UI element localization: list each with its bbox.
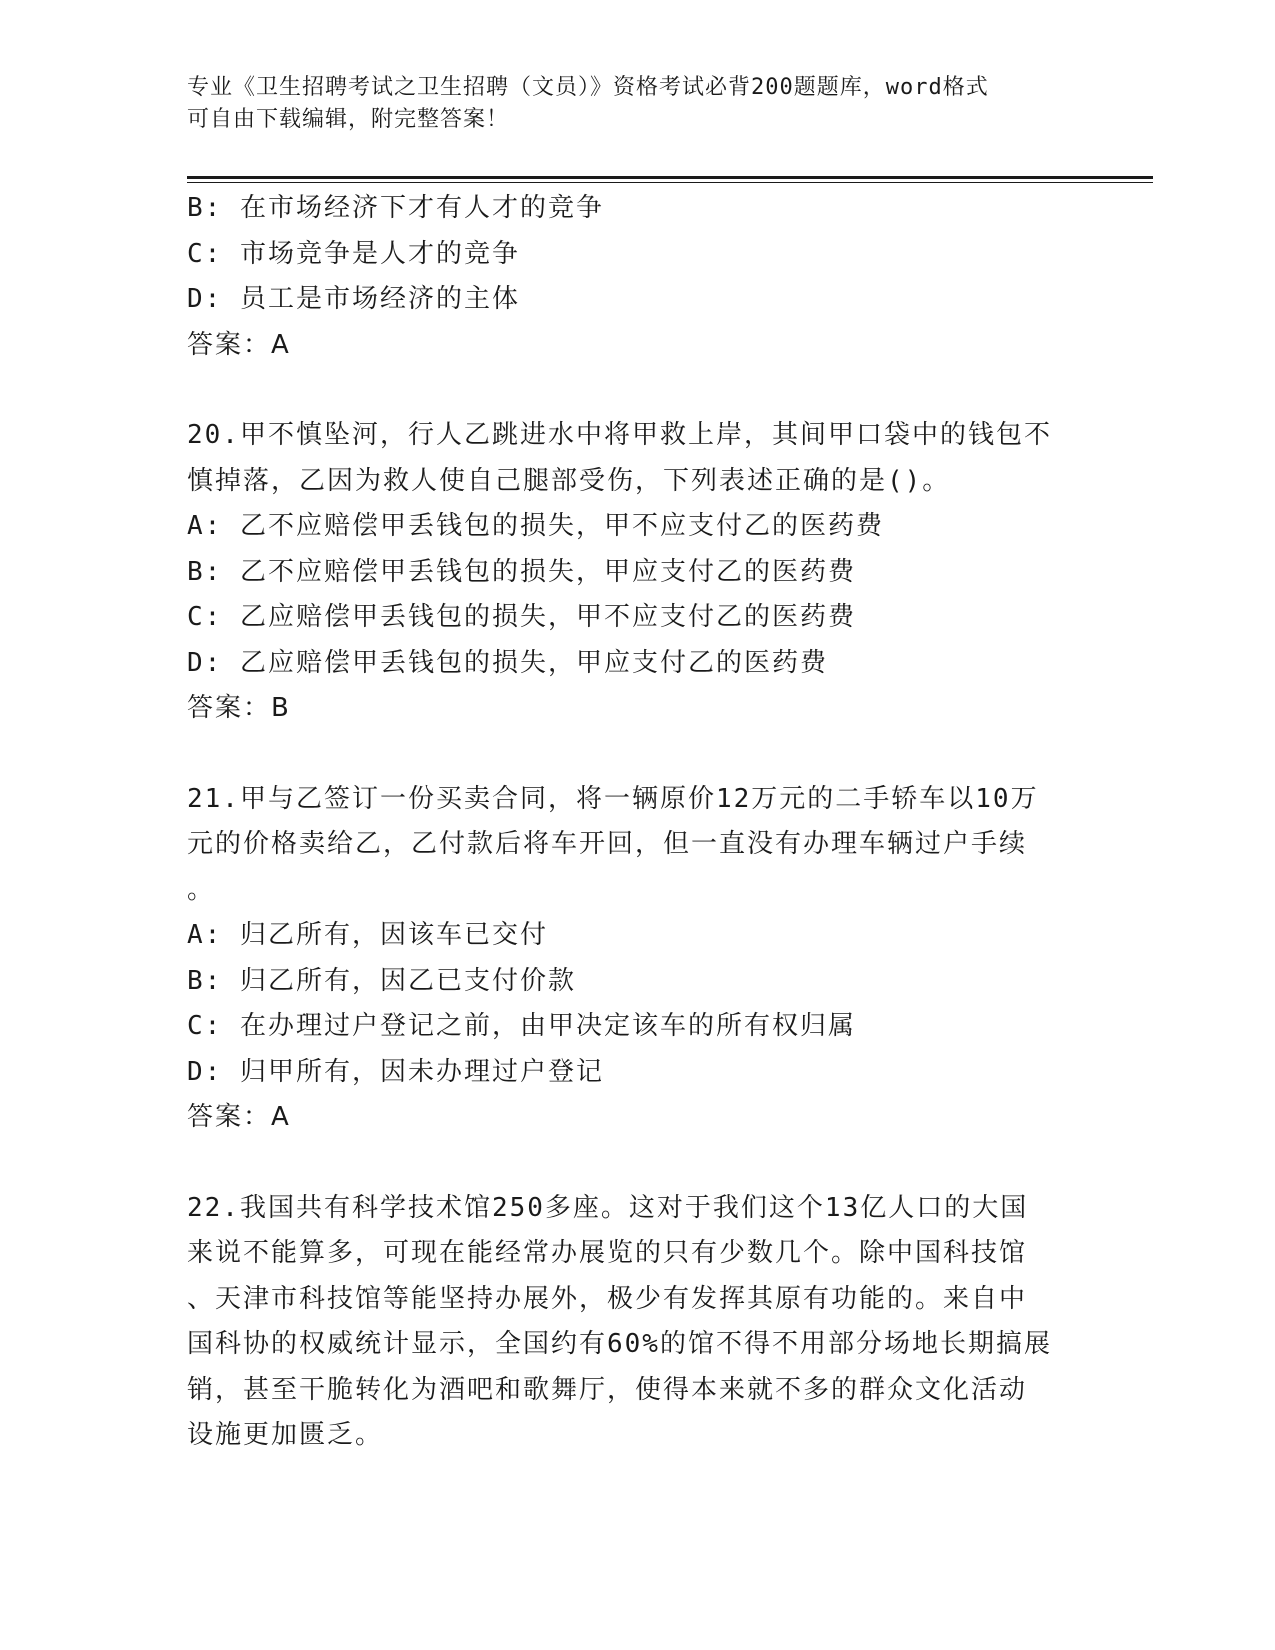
question-line: 国科协的权威统计显示，全国约有60%的馆不得不用部分场地长期搞展 xyxy=(187,1329,1052,1359)
question-text xyxy=(187,777,1087,914)
question-21 xyxy=(187,777,1087,1141)
question-19-tail xyxy=(187,186,1087,368)
question-line: 、天津市科技馆等能坚持办展外，极少有发挥其原有功能的。来自中 xyxy=(187,1283,1028,1314)
question-line: 来说不能算多，可现在能经常办展览的只有少数几个。除中国科技馆 xyxy=(187,1238,1028,1268)
page-header xyxy=(187,72,1087,136)
header-rule-thick xyxy=(187,176,1153,179)
question-line: 。 xyxy=(187,874,216,905)
option-d: D: 归甲所有，因未办理过户登记 xyxy=(187,1056,604,1087)
answer: 答案：A xyxy=(187,329,291,360)
question-22 xyxy=(187,1186,1087,1459)
answer: 答案：A xyxy=(187,1102,291,1132)
option-c: C: 乙应赔偿甲丢钱包的损失，甲不应支付乙的医药费 xyxy=(187,602,856,632)
option-c: C: 在办理过户登记之前，由甲决定该车的所有权归属 xyxy=(187,1011,856,1041)
question-line: 设施更加匮乏。 xyxy=(187,1420,384,1450)
question-text xyxy=(187,1186,1087,1459)
document-body xyxy=(187,186,1087,1459)
option-c: C: 市场竞争是人才的竞争 xyxy=(187,238,520,269)
question-line: 20.甲不慎坠河，行人乙跳进水中将甲救上岸，其间甲口袋中的钱包不 xyxy=(187,420,1052,450)
question-line: 22.我国共有科学技术馆250多座。这对于我们这个13亿人口的大国 xyxy=(187,1192,1029,1223)
question-line: 21.甲与乙签订一份买卖合同，将一辆原价12万元的二手轿车以10万 xyxy=(187,783,1039,814)
header-rule-thin xyxy=(187,182,1153,183)
question-line: 销，甚至干脆转化为酒吧和歌舞厅，使得本来就不多的群众文化活动 xyxy=(187,1374,1028,1405)
option-b: B: 乙不应赔偿甲丢钱包的损失，甲应支付乙的医药费 xyxy=(187,556,856,587)
header-line-2: 可自由下载编辑，附完整答案！ xyxy=(187,107,510,132)
option-d: D: 乙应赔偿甲丢钱包的损失，甲应支付乙的医药费 xyxy=(187,647,828,678)
header-line-1: 专业《卫生招聘考试之卫生招聘（文员）》资格考试必背200题题库，word格式 xyxy=(187,75,989,100)
question-line: 慎掉落，乙因为救人使自己腿部受伤，下列表述正确的是()。 xyxy=(187,465,951,496)
option-b: B: 归乙所有，因乙已支付价款 xyxy=(187,965,576,996)
question-line: 元的价格卖给乙，乙付款后将车开回，但一直没有办理车辆过户手续 xyxy=(187,829,1028,859)
spacer xyxy=(187,732,1087,777)
spacer xyxy=(187,368,1087,413)
option-a: A: 乙不应赔偿甲丢钱包的损失，甲不应支付乙的医药费 xyxy=(187,511,884,541)
option-b: B: 在市场经济下才有人才的竞争 xyxy=(187,193,604,223)
option-d: D: 员工是市场经济的主体 xyxy=(187,284,520,314)
option-a: A: 归乙所有，因该车已交付 xyxy=(187,920,548,950)
answer: 答案：B xyxy=(187,693,291,723)
question-text xyxy=(187,413,1087,504)
question-20 xyxy=(187,413,1087,732)
spacer xyxy=(187,1141,1087,1186)
